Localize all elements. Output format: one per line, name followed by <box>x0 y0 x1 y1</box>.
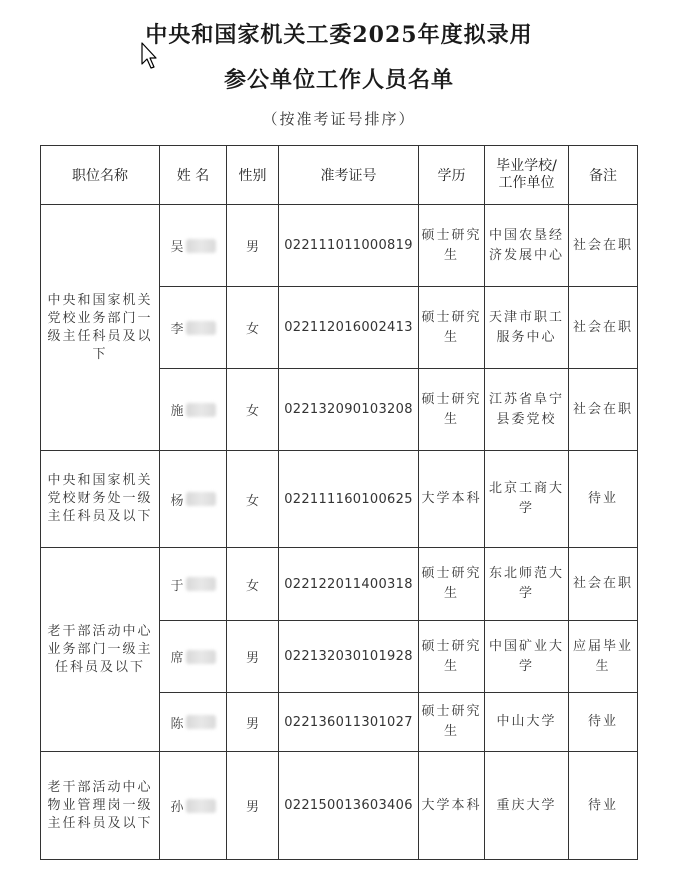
exam-id-cell: 022112016002413 <box>279 287 419 369</box>
school-cell: 北京工商大学 <box>485 451 569 548</box>
position-cell: 老干部活动中心物业管理岗一级主任科员及以下 <box>41 752 160 860</box>
name-visible: 席 <box>170 651 184 666</box>
note-cell: 社会在职 <box>569 369 638 451</box>
header-exam-id: 准考证号 <box>279 146 419 205</box>
name-redaction <box>186 239 216 253</box>
education-cell: 硕士研究生 <box>419 621 485 693</box>
education-cell: 硕士研究生 <box>419 287 485 369</box>
gender-cell: 女 <box>227 451 279 548</box>
header-note: 备注 <box>569 146 638 205</box>
name-cell <box>160 369 227 451</box>
header-name: 姓 名 <box>160 146 227 205</box>
name-visible: 李 <box>170 322 184 337</box>
name-cell <box>160 287 227 369</box>
name-visible: 杨 <box>170 493 184 509</box>
gender-cell: 女 <box>227 548 279 621</box>
table-row <box>41 548 638 621</box>
name-cell <box>160 752 227 860</box>
header-school <box>485 146 569 205</box>
gender-cell: 男 <box>227 693 279 752</box>
name-redaction <box>186 577 216 591</box>
name-redaction <box>186 492 216 506</box>
header-school-line2: 工作单位 <box>498 175 555 191</box>
school-cell: 天津市职工服务中心 <box>485 287 569 369</box>
gender-cell: 男 <box>227 621 279 693</box>
exam-id-cell: 022111011000819 <box>279 205 419 287</box>
name-redaction <box>186 321 216 335</box>
mouse-pointer-icon <box>141 42 157 70</box>
name-visible: 孙 <box>170 800 184 815</box>
header-education: 学历 <box>419 146 485 205</box>
name-cell <box>160 205 227 287</box>
school-cell: 中国矿业大学 <box>485 621 569 693</box>
note-cell: 应届毕业生 <box>569 621 638 693</box>
exam-id-cell: 022132090103208 <box>279 369 419 451</box>
education-cell: 硕士研究生 <box>419 369 485 451</box>
name-visible: 吴 <box>170 240 184 255</box>
name-cell <box>160 548 227 621</box>
school-cell: 江苏省阜宁县委党校 <box>485 369 569 451</box>
document-title-line1: 中央和国家机关工委2025年度拟录用 <box>145 22 533 48</box>
name-visible: 施 <box>170 404 184 419</box>
school-cell: 东北师范大学 <box>485 548 569 621</box>
gender-cell: 男 <box>227 752 279 860</box>
document-title-line2: 参公单位工作人员名单 <box>223 67 454 93</box>
exam-id-cell: 022132030101928 <box>279 621 419 693</box>
name-redaction <box>186 650 216 664</box>
school-cell: 中山大学 <box>485 693 569 752</box>
note-cell: 社会在职 <box>569 287 638 369</box>
header-gender: 性别 <box>227 146 279 205</box>
note-cell: 社会在职 <box>569 205 638 287</box>
header-position: 职位名称 <box>41 146 160 205</box>
name-cell <box>160 621 227 693</box>
header-school-line1: 毕业学校/ <box>496 158 557 174</box>
name-visible: 陈 <box>170 716 184 732</box>
name-cell <box>160 451 227 548</box>
table-row <box>41 752 638 860</box>
exam-id-cell: 022111160100625 <box>279 451 419 548</box>
roster-table <box>40 145 638 860</box>
document-subtitle: （按准考证号排序） <box>262 110 416 128</box>
note-cell: 待业 <box>569 693 638 752</box>
name-redaction <box>186 715 216 729</box>
education-cell: 硕士研究生 <box>419 205 485 287</box>
table-row <box>41 451 638 548</box>
gender-cell: 女 <box>227 287 279 369</box>
education-cell: 大学本科 <box>419 752 485 860</box>
position-cell: 中央和国家机关党校财务处一级主任科员及以下 <box>41 451 160 548</box>
position-cell: 中央和国家机关党校业务部门一级主任科员及以下 <box>41 205 160 451</box>
position-cell: 老干部活动中心业务部门一级主任科员及以下 <box>41 548 160 752</box>
education-cell: 硕士研究生 <box>419 693 485 752</box>
name-redaction <box>186 403 216 417</box>
exam-id-cell: 022136011301027 <box>279 693 419 752</box>
note-cell: 社会在职 <box>569 548 638 621</box>
gender-cell: 女 <box>227 369 279 451</box>
gender-cell: 男 <box>227 205 279 287</box>
education-cell: 硕士研究生 <box>419 548 485 621</box>
exam-id-cell: 022122011400318 <box>279 548 419 621</box>
name-visible: 于 <box>170 578 184 594</box>
exam-id-cell: 022150013603406 <box>279 752 419 860</box>
table-row <box>41 205 638 287</box>
education-cell: 大学本科 <box>419 451 485 548</box>
name-cell <box>160 693 227 752</box>
name-redaction <box>186 799 216 813</box>
note-cell: 待业 <box>569 752 638 860</box>
note-cell: 待业 <box>569 451 638 548</box>
school-cell: 中国农垦经济发展中心 <box>485 205 569 287</box>
school-cell: 重庆大学 <box>485 752 569 860</box>
table-header-row <box>41 146 638 205</box>
